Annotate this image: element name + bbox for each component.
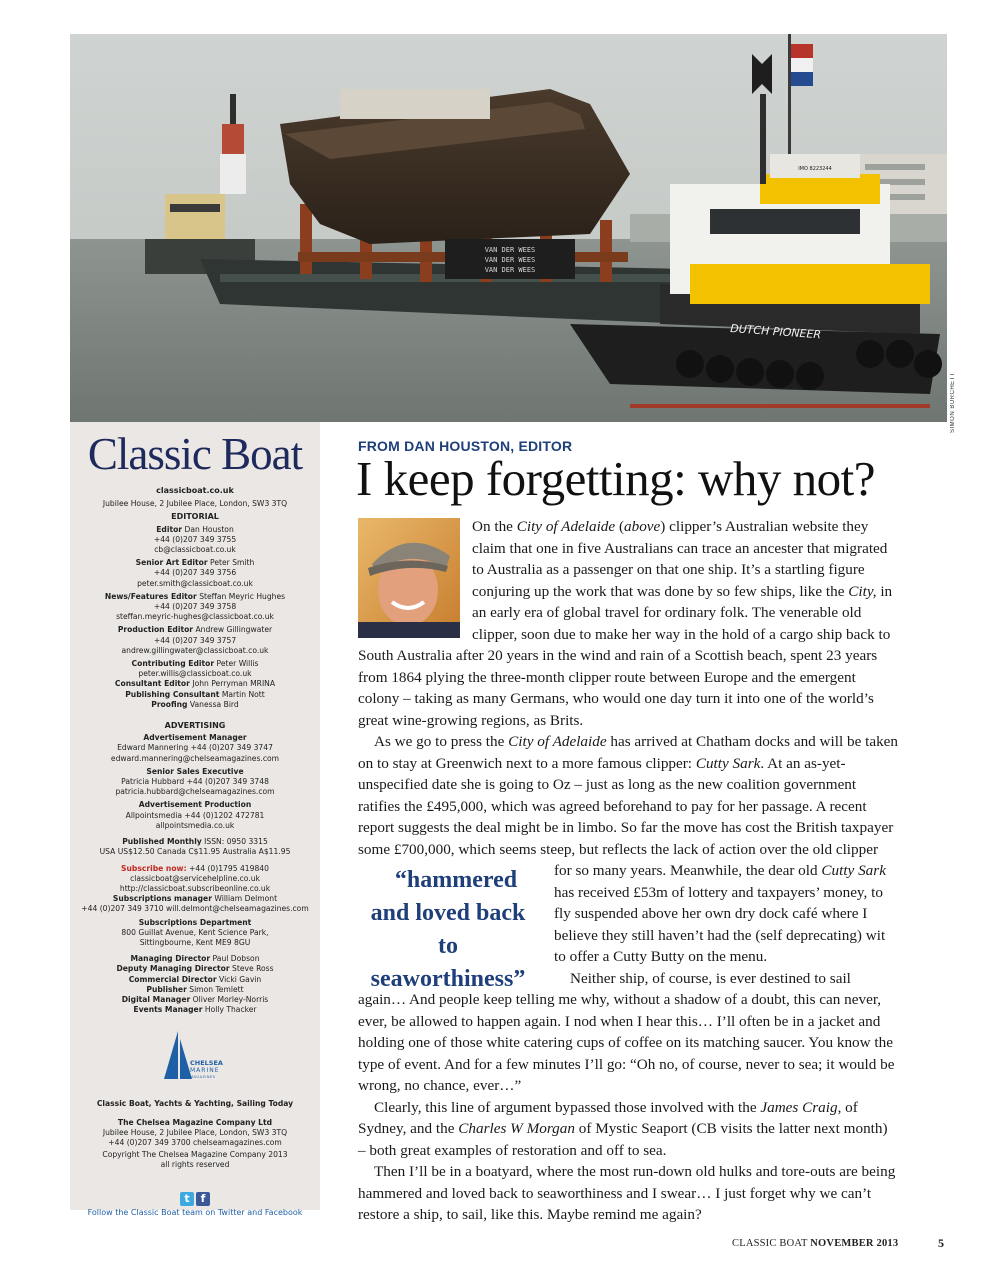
chelsea-marine-logo <box>160 1029 230 1087</box>
masthead-sidebar <box>70 422 320 1217</box>
role-label: Publisher <box>146 984 187 994</box>
role-label: Deputy Managing Director <box>116 964 230 974</box>
published-label: Published Monthly <box>122 837 202 847</box>
staff-email[interactable]: peter.smith@classicboat.co.uk <box>137 578 253 588</box>
facebook-icon[interactable]: f <box>196 1192 210 1206</box>
marine-logo-text: MARINE <box>190 1067 220 1075</box>
staff-name: Paul Dobson <box>212 954 260 964</box>
barge-lettering-3: VAN DER WEES <box>484 266 536 274</box>
staff-email[interactable]: steffan.meyric-hughes@classicboat.co.uk <box>116 612 274 622</box>
staff-phone: +44 (0)207 349 3755 <box>153 534 237 544</box>
staff-name: Holly Thacker <box>204 1005 257 1015</box>
text-run: has received £53m of lottery and taxpayers’ money, to fly suspended above her own dry dock café where I believe they still haven’t had the (self deprecating) wit to offer a Cutty Butty on the menu. <box>554 883 886 965</box>
subscribe-url[interactable]: http://classicboat.subscribeonline.co.uk <box>119 883 271 893</box>
advertising-list <box>70 733 320 831</box>
editorial-list <box>70 525 320 710</box>
company-info <box>70 1118 320 1171</box>
role-label: Managing Director <box>130 954 211 964</box>
subscription-info <box>70 864 320 949</box>
publishing-info <box>70 837 320 857</box>
staff-name: Vanessa Bird <box>189 699 239 709</box>
role-label: Advertisement Production <box>138 800 252 810</box>
staff-name: Vicki Gavin <box>219 974 262 984</box>
staff-name: Peter Willis <box>216 659 259 669</box>
page-footer <box>732 1238 898 1249</box>
ship-name: James Craig <box>760 1098 838 1116</box>
photo-credit: SIMON BURCHETT <box>950 372 956 433</box>
role-label: Consultant Editor <box>114 679 190 689</box>
paragraph-5: Then I’ll be in a boatyard, where the most run-down old hulks and tore-outs are being hammered and loved back to seaworthiness and I swear… I just forget why we can’t restore a ship, to sail, like this. Maybe remind me again? <box>358 1163 896 1223</box>
emphasis: above <box>624 518 661 535</box>
text-run: ) clipper’s Australian website they claim that one in five Australians can trace an ancester that migrated to Australia as a passenger on that one ship. It’s a startling figure conjuring up the work that was done by so few ships, like the <box>472 518 888 600</box>
text-run: ( <box>615 518 625 535</box>
staff-contact: Patricia Hubbard +44 (0)207 349 3748 <box>121 777 269 787</box>
hero-photo <box>70 34 947 422</box>
rights: all rights reserved <box>160 1160 230 1170</box>
role-label: Digital Manager <box>121 994 191 1004</box>
masthead-url[interactable]: classicboat.co.uk <box>156 486 234 495</box>
ship-name: Charles W Morgan <box>458 1120 575 1137</box>
footer-magazine: CLASSIC BOAT <box>732 1238 808 1249</box>
company-name: The Chelsea Magazine Company Ltd <box>117 1117 273 1127</box>
pull-quote: “hammered and loved back to seaworthiness” <box>370 867 526 992</box>
role-label: Events Manager <box>133 1005 203 1015</box>
staff-email[interactable]: andrew.gillingwater@classicboat.co.uk <box>121 645 269 655</box>
staff-contact: Allpointsmedia +44 (0)1202 472781 <box>125 810 265 820</box>
follow-link[interactable]: Follow the Classic Boat team on Twitter and Facebook <box>87 1207 303 1217</box>
text-run: of Mystic Seaport (CB visits the latter next month) – both great examples of restoration and off to sea. <box>358 1120 888 1159</box>
staff-url[interactable]: allpointsmedia.co.uk <box>155 820 235 830</box>
staff-email[interactable]: cb@classicboat.co.uk <box>154 545 236 555</box>
text-run: has arrived at Chatham docks and will be taken on to stay at Greenwich next to a more famous clipper: <box>358 733 899 772</box>
staff-name: Peter Smith <box>210 558 255 568</box>
subs-manager-name: William Delmont <box>214 894 278 904</box>
ship-name: Cutty Sark <box>821 862 886 879</box>
role-label: Senior Sales Executive <box>146 766 244 776</box>
subs-dept-label: Subscriptions Department <box>138 917 252 927</box>
copyright: Copyright The Chelsea Magazine Company 2013 <box>102 1150 288 1160</box>
role-label: Senior Art Editor <box>135 558 208 568</box>
staff-phone: +44 (0)207 349 3758 <box>153 602 237 612</box>
staff-name: Steve Ross <box>232 964 274 974</box>
text-run: Clearly, this line of argument bypassed those involved with the <box>374 1098 761 1116</box>
text-run: . At an as-yet-unspecified date she is going to Oz – just as long as the new coalition government ratifies the £495,000, which was agreed beforehand to pay for her passage. A recent report suggests the deal might be in limbo. So far the move has cost the British taxpayer some £700,000, which seems steep, but reflects the lack of action over the old clipper for so many years. Meanwhile, the dear old <box>358 754 894 879</box>
prices: USA US$12.50 Canada C$11.95 Australia A$11.95 <box>99 847 291 857</box>
article-headline: I keep forgetting: why not? <box>356 451 876 506</box>
text-run: As we go to press the <box>374 733 509 750</box>
role-label: Editor <box>156 524 183 534</box>
ship-name: City of Adelaide <box>508 733 607 750</box>
titles-list: Classic Boat, Yachts & Yachting, Sailing Today <box>96 1099 294 1109</box>
staff-name: Simon Temlett <box>189 984 244 994</box>
magazines-logo-text: MAGAZINES <box>190 1075 216 1080</box>
staff-name: Dan Houston <box>184 524 234 534</box>
staff-email[interactable]: patricia.hubbard@chelseamagazines.com <box>115 787 275 797</box>
company-address: Jubilee House, 2 Jubilee Place, London, SW3 3TQ <box>102 1127 288 1137</box>
staff-name: Oliver Morley-Norris <box>192 994 269 1004</box>
article-body <box>358 516 898 1226</box>
subscribe-phone: +44 (0)1795 419840 <box>189 863 269 873</box>
role-label: News/Features Editor <box>104 591 197 601</box>
role-label: Advertisement Manager <box>143 733 247 743</box>
staff-phone: +44 (0)207 349 3757 <box>153 635 237 645</box>
portrait-spacer <box>358 516 472 642</box>
staff-name: John Perryman MRINA <box>192 679 276 689</box>
staff-name: Steffan Meyric Hughes <box>199 591 286 601</box>
issn: ISSN: 0950 3315 <box>204 837 268 847</box>
page-number: 5 <box>938 1236 944 1250</box>
tug-name: DUTCH PIONEER <box>729 322 822 342</box>
text-run: in an early era of global travel for ordinary folk. The venerable old clipper, soon due to make her way in the hold of a cargo ship back to South Australia after 20 years in the wind and rain of a Scottish beach, spent 23 years from 1864 plying the three-month clipper route between Europe and the emergent colony – taking as many Germans, who would one day turn it into one of the world’s great wine-growing regions, as Brits. <box>358 582 893 729</box>
company-contact: +44 (0)207 349 3700 chelseamagazines.com <box>108 1137 282 1147</box>
subscribe-email[interactable]: classicboat@servicehelpline.co.uk <box>130 873 260 883</box>
role-label: Publishing Consultant <box>125 689 220 699</box>
subscribe-label: Subscribe now: <box>121 863 187 873</box>
staff-name: Martin Nott <box>221 689 265 699</box>
classic-boat-logo: Classic Boat <box>87 429 303 479</box>
paragraph-2 <box>358 731 899 992</box>
twitter-icon[interactable]: t <box>180 1192 194 1206</box>
text-run: , of Sydney, and the <box>358 1098 858 1137</box>
ship-name: City of Adelaide <box>516 518 616 535</box>
barge-lettering-2: VAN DER WEES <box>484 256 536 264</box>
ship-name: City, <box>848 582 877 600</box>
role-label: Commercial Director <box>128 974 217 984</box>
role-label: Proofing <box>151 699 188 709</box>
social-icons <box>70 1187 320 1206</box>
staff-contact: Edward Mannering +44 (0)207 349 3747 <box>117 743 273 753</box>
paragraph-3: Neither ship, of course, is ever destined to sail again… And people keep telling me why, without a shadow of a doubt, this can never, ever, be allowed to happen again. I nod when I hear this… I’ll often be in a jacket and holding one of those white catering cups of coffee on its matching saucer. You know the type of event. And for a few minutes I’ll go: “Oh no, of course, never to sea; it would be wrong, no chance, ever…” <box>358 969 895 1094</box>
staff-phone: +44 (0)207 349 3756 <box>153 568 237 578</box>
tug-registration: IMO 8223244 <box>798 166 832 172</box>
advertising-heading: ADVERTISING <box>164 721 226 731</box>
staff-email[interactable]: edward.mannering@chelseamagazines.com <box>110 753 280 763</box>
subs-manager-contact: +44 (0)207 349 3710 will.delmont@chelseamagazines.com <box>81 904 309 914</box>
role-label: Production Editor <box>117 625 194 635</box>
footer-issue: NOVEMBER 2013 <box>810 1238 899 1249</box>
management-list <box>70 954 320 1015</box>
paragraph-4 <box>358 1097 898 1162</box>
chelsea-logo-text: CHELSEA <box>190 1059 223 1068</box>
ship-name: Cutty Sark <box>695 754 761 772</box>
editorial-heading: EDITORIAL <box>171 512 219 522</box>
subs-dept-address: Sittingbourne, Kent ME9 8GU <box>139 937 251 947</box>
staff-name: Andrew Gillingwater <box>195 625 273 635</box>
text-run: On the <box>472 518 517 535</box>
article-kicker: FROM DAN HOUSTON, EDITOR <box>358 438 573 454</box>
subs-dept-address: 800 Guillat Avenue, Kent Science Park, <box>121 927 269 937</box>
subs-manager-label: Subscriptions manager <box>112 894 212 904</box>
masthead-address: Jubilee House, 2 Jubilee Place, London, SW3 3TQ <box>102 499 288 509</box>
barge-lettering-1: VAN DER WEES <box>484 246 536 254</box>
staff-email[interactable]: peter.willis@classicboat.co.uk <box>138 669 252 679</box>
role-label: Contributing Editor <box>131 659 215 669</box>
